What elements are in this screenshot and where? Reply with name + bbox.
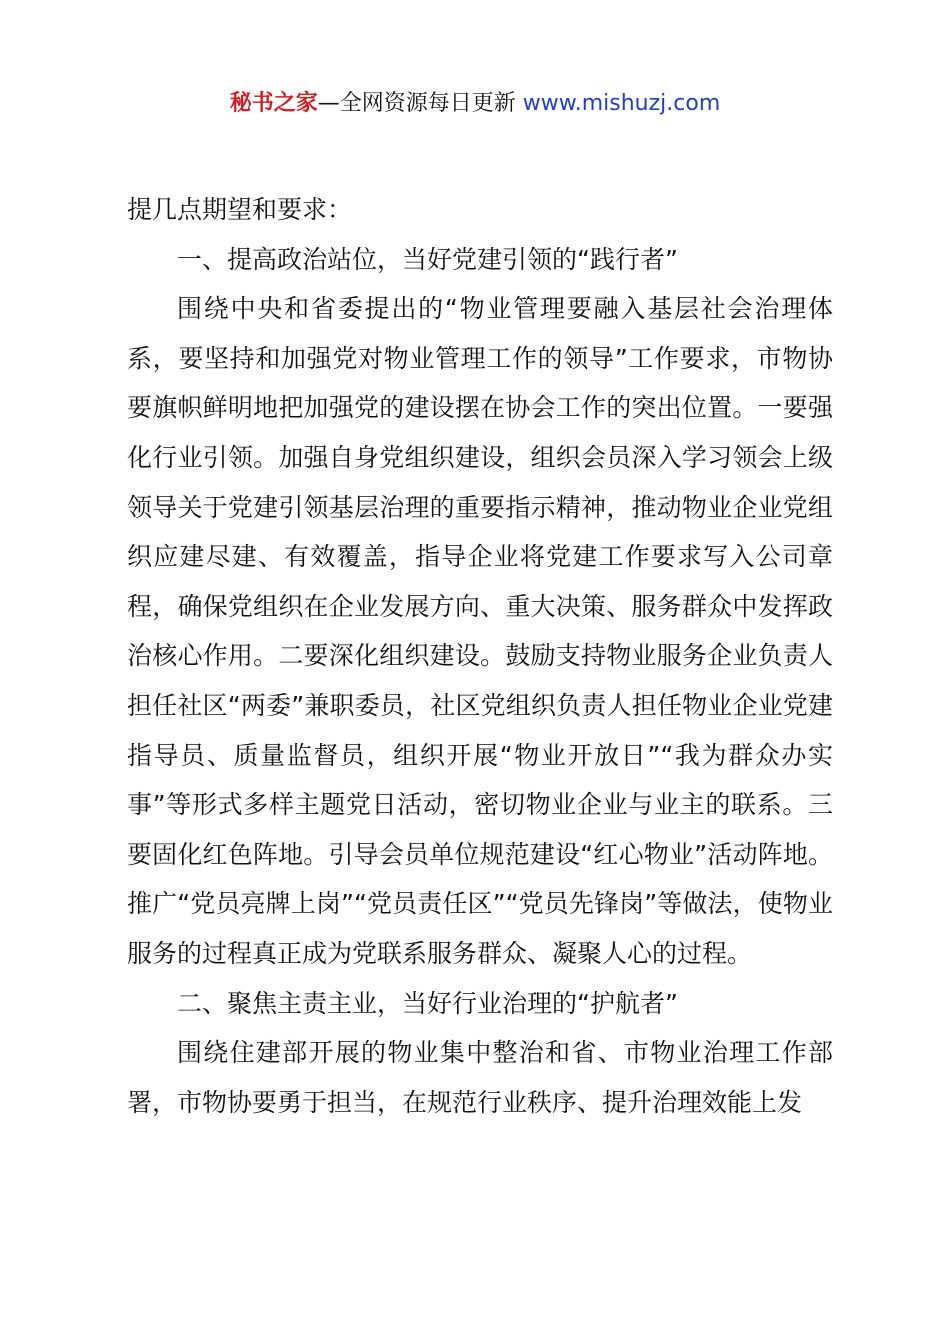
section-heading-2: 二、聚焦主责主业，当好行业治理的“护航者” (177, 988, 678, 1018)
site-header (0, 86, 950, 122)
section-paragraph-1: 围绕中央和省委提出的“物业管理要融入基层社会治理体系，要坚持和加强党对物业管理工作的领导”工作要求，市物协要旗帜鲜明地把加强党的建设摆在协会工作的突出位置。一要强化行业引领。加强自身党组织建设，组织会员深入学习领会上级领导关于党建引领基层治理的重要指示精神，推动物业企业党组织应建尽建、有效覆盖，指导企业将党建工作要求写入公司章程，确保党组织在企业发展方向、重大决策、服务群众中发挥政治核心作用。二要深化组织建设。鼓励支持物业服务企业负责人担任社区“两委”兼职委员，社区党组织负责人担任物业企业党建指导员、质量监督员，组织开展“物业开放日”“我为群众办实事”等形式多样主题党日活动，密切物业企业与业主的联系。三要固化红色阵地。引导会员单位规范建设“红心物业”活动阵地。推广“党员亮牌上岗”“党员责任区”“党员先锋岗”等做法，使物业服务的过程真正成为党联系服务群众、凝聚人心的过程。 (127, 294, 833, 968)
intro-line: 提几点期望和要求： (127, 195, 353, 224)
site-tagline: —全网资源每日更新 (317, 91, 523, 116)
section-paragraph-2: 围绕住建部开展的物业集中整治和省、市物业治理工作部署，市物协要勇于担当，在规范行业秩序、提升治理效能上发 (127, 1038, 833, 1117)
document-body (127, 185, 833, 1127)
site-url[interactable]: www.mishuzj.com (522, 91, 721, 116)
section-heading-1: 一、提高政治站位，当好党建引领的“践行者” (177, 244, 678, 274)
site-brand: 秘书之家 (229, 91, 318, 116)
